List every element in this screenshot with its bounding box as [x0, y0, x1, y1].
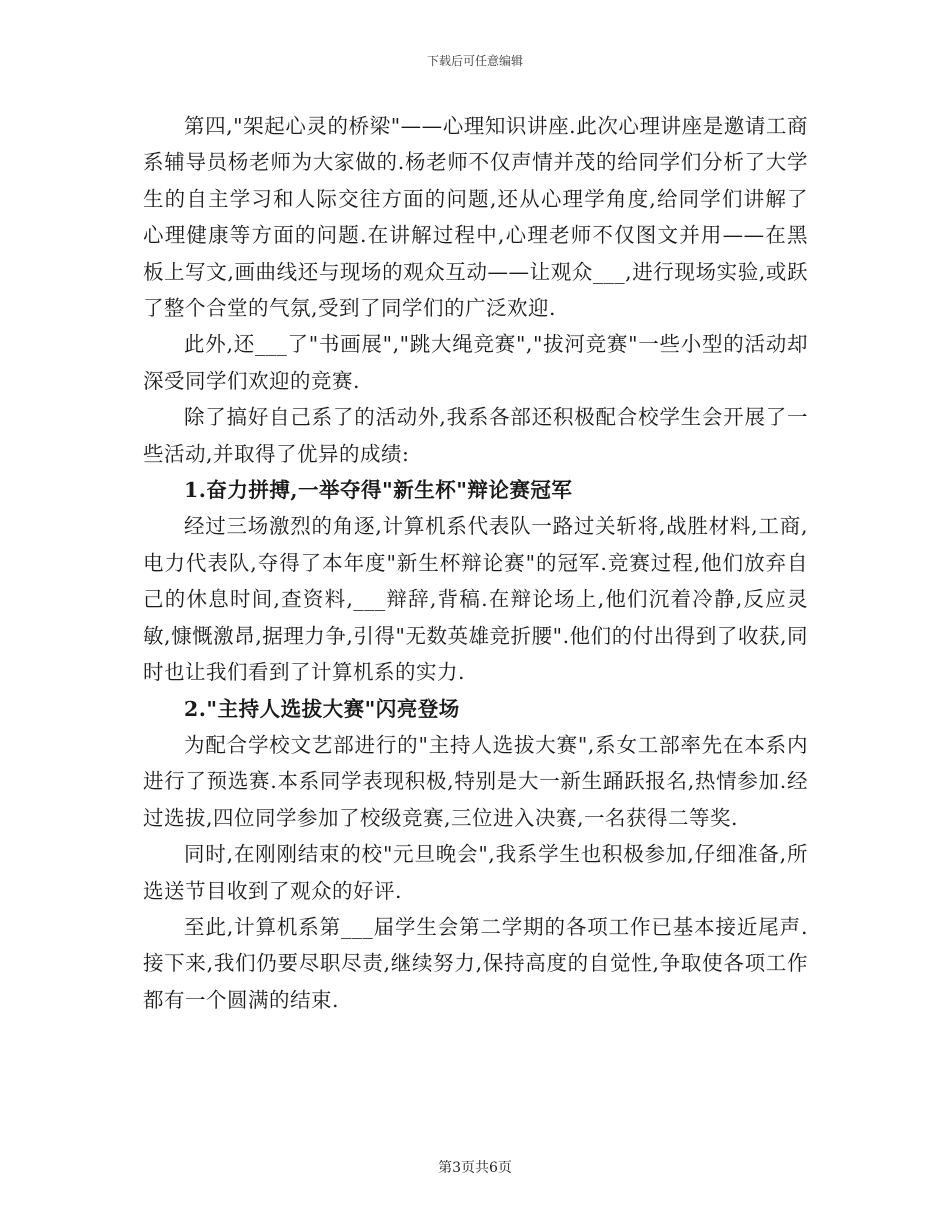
paragraph-conclusion: 至此,计算机系第___届学生会第二学期的各项工作已基本接近尾声.接下来,我们仍要尽职尽责,继续努力,保持高度的自觉性,争取使各项工作都有一个圆满的结束.	[143, 914, 808, 1012]
paragraph-small-activities: 此外,还___了"书画展","跳大绳竞赛","拔河竞赛"一些小型的活动却深受同学们欢迎的竞赛.	[143, 332, 808, 393]
paragraph-host-contest: 为配合学校文艺部进行的"主持人选拔大赛",系女工部率先在本系内进行了预选赛.本系同学表现积极,特别是大一新生踊跃报名,热情参加.经过选拔,四位同学参加了校级竞赛,三位进入决赛,一名获得二等奖.	[143, 732, 808, 830]
section-heading-debate: 1.奋力拼搏,一举夺得"新生杯"辩论赛冠军	[184, 478, 573, 503]
document-body	[143, 108, 808, 1018]
section-heading-host-contest: 2."主持人选拔大赛"闪亮登场	[184, 696, 460, 721]
header-note: 下载后可任意编辑	[426, 54, 523, 68]
paragraph-debate: 经过三场激烈的角逐,计算机系代表队一路过关斩将,战胜材料,工商,电力代表队,夺得了本年度"新生杯辩论赛"的冠军.竞赛过程,他们放弃自己的休息时间,查资料,___辩辞,背稿.在辩论场上,他们沉着冷静,反应灵敏,慷慨激昂,据理力争,引得"无数英雄竞折腰".他们的付出得到了收获,同时也让我们看到了计算机系的实力.	[143, 514, 808, 685]
paragraph-cooperation: 除了搞好自己系了的活动外,我系各部还积极配合校学生会开展了一些活动,并取得了优异的成绩:	[143, 405, 808, 466]
paragraph-lecture: 第四,"架起心灵的桥梁"——心理知识讲座.此次心理讲座是邀请工商系辅导员杨老师为大家做的.杨老师不仅声情并茂的给同学们分析了大学生的自主学习和人际交往方面的问题,还从心理学角度,给同学们讲解了心理健康等方面的问题.在讲解过程中,心理老师不仅图文并用——在黑板上写文,画曲线还与现场的观众互动——让观众___,进行现场实验,或跃了整个合堂的气氛,受到了同学们的广泛欢迎.	[143, 114, 808, 321]
page-number: 第3页共6页	[438, 1160, 512, 1176]
paragraph-new-year-gala: 同时,在刚刚结束的校"元旦晚会",我系学生也积极参加,仔细准备,所选送节目收到了观众的好评.	[143, 842, 808, 903]
